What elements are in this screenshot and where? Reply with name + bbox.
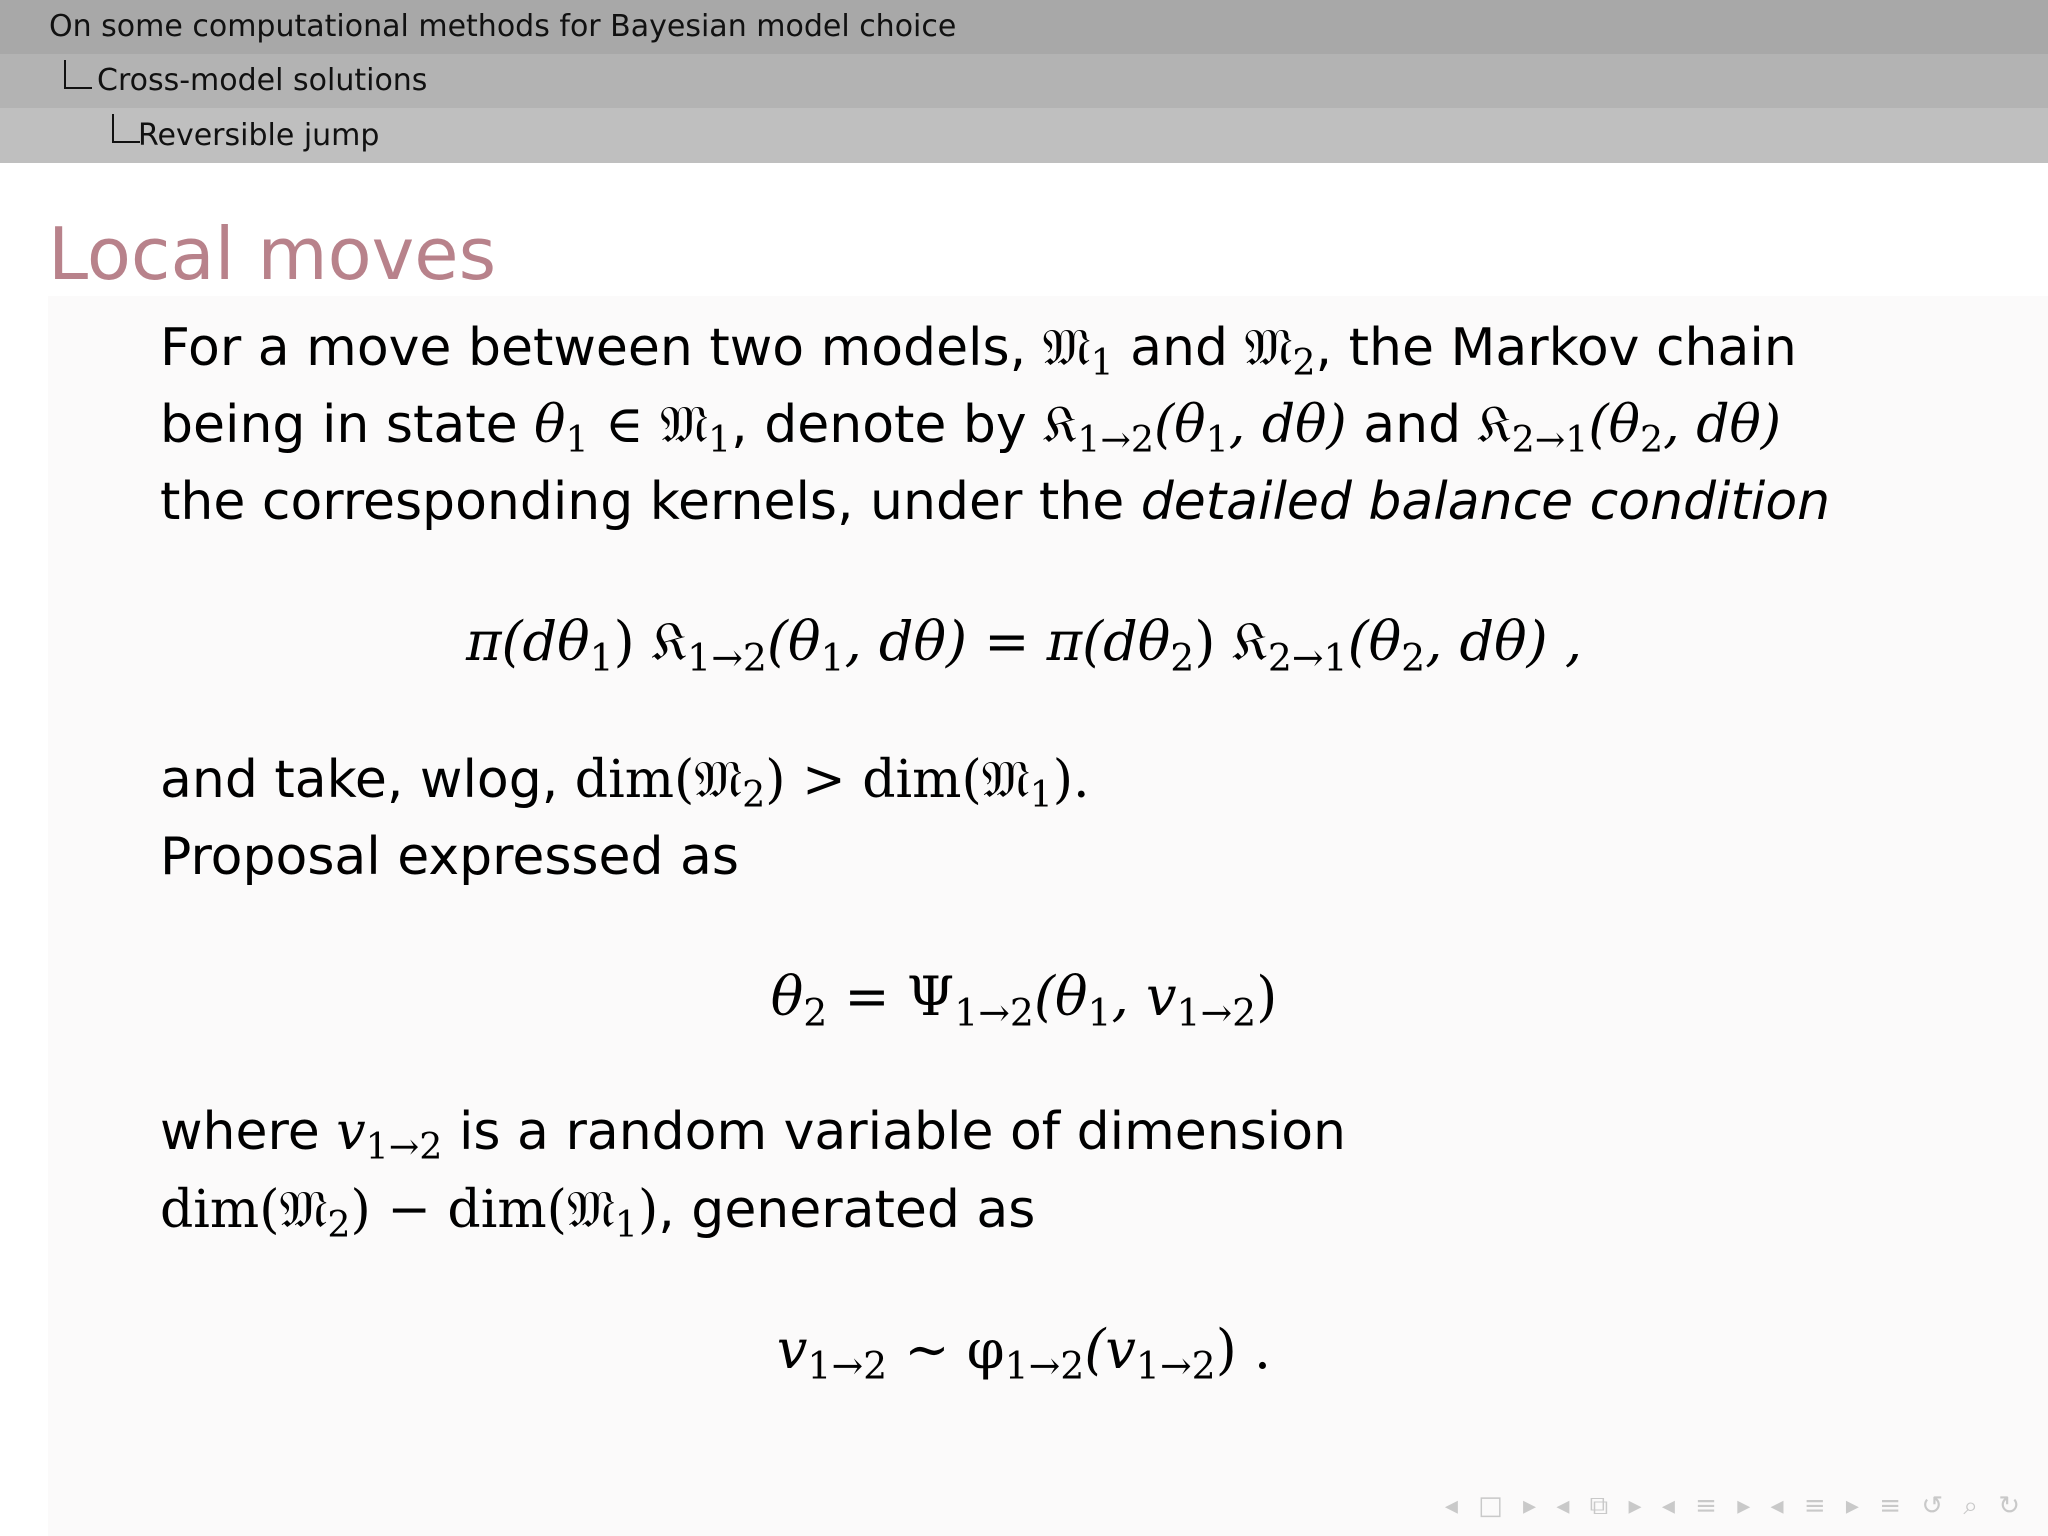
tree-branch-icon — [64, 60, 92, 89]
nav-prev-subsection-icon[interactable]: ◂ — [1556, 1491, 1572, 1521]
kernel-1-2: $𝔎_{1\to 2}(\theta_1$, dθ) — [1043, 395, 1347, 462]
beamer-navigation — [1441, 1491, 2026, 1522]
nav-back-icon[interactable]: ↺ — [1921, 1491, 1946, 1521]
presentation-title[interactable]: On some computational methods for Bayesian model choice — [49, 9, 957, 44]
nav-document-icon[interactable]: ≡ — [1803, 1491, 1828, 1521]
nav-prev-document-icon[interactable]: ◂ — [1770, 1491, 1786, 1521]
nav-prev-section-icon[interactable]: ◂ — [1661, 1491, 1677, 1521]
nav-forward-icon[interactable]: ↻ — [1998, 1491, 2022, 1521]
model-symbol: 𝔐$_2$ — [1244, 318, 1316, 385]
text-run: being in state — [160, 395, 535, 455]
model-symbol: 𝔐$_1$ — [660, 395, 732, 462]
text-run: and — [1113, 318, 1245, 378]
nav-search-icon[interactable]: ⌕ — [1963, 1491, 1980, 1521]
text-run: For a move between two models, — [160, 318, 1043, 378]
header-presentation-bar[interactable] — [0, 0, 2048, 54]
equation-generation: $v_{1\to 2}$ ∼ $\varphi_{1\to 2}(v_{1\to 2})$ . — [776, 1318, 1272, 1388]
nav-section-icon[interactable]: ≡ — [1695, 1491, 1719, 1521]
tree-branch-icon — [112, 114, 140, 143]
kernel-2-1: $𝔎_{2\to 1}(\theta_2$, dθ) — [1477, 395, 1782, 462]
paragraph-line-2 — [160, 395, 1782, 462]
math-theta: $\theta_1$ — [534, 395, 589, 462]
math-in: ∈ — [588, 395, 661, 455]
nav-appendix-icon[interactable]: ≡ — [1879, 1491, 1904, 1521]
section-title[interactable]: Cross-model solutions — [97, 63, 428, 98]
dimension-inequality: dim(𝔐$_2$) > dim(𝔐$_1$). — [574, 750, 1090, 817]
header-section-bar[interactable] — [0, 54, 2048, 108]
paragraph-line-7 — [160, 1180, 1036, 1247]
nav-next-document-icon[interactable]: ▸ — [1845, 1491, 1861, 1521]
nav-prev-frame-icon[interactable]: ◂ — [1444, 1491, 1460, 1521]
model-symbol: 𝔐$_1$ — [1042, 318, 1114, 385]
dimension-difference: dim(𝔐$_2$) − dim(𝔐$_1$) — [160, 1180, 659, 1247]
nav-next-section-icon[interactable]: ▸ — [1737, 1491, 1753, 1521]
header-subsection-bar[interactable] — [0, 108, 2048, 163]
text-run: and — [1346, 395, 1478, 455]
equation-detailed-balance: $\pi(d\theta_1)$ $𝔎_{1\to 2}(\theta_1$, $d\theta) = \pi(d\theta_2)$ $𝔎_{2\to 1}(\theta_2$, dθ) , — [465, 610, 1583, 680]
text-run: where — [160, 1102, 337, 1162]
text-run: the corresponding kernels, under the — [160, 472, 1141, 532]
text-run: , the Markov chain — [1315, 318, 1797, 378]
equation-proposal: $\theta_2 = \Psi_{1\to 2}(\theta_1$, $v_{1\to 2}$) — [770, 965, 1278, 1035]
nav-next-subsection-icon[interactable]: ▸ — [1628, 1491, 1644, 1521]
nav-frame-icon[interactable]: □ — [1478, 1491, 1505, 1521]
emphasis-text: detailed balance condition — [1140, 472, 1831, 532]
paragraph-line-3 — [160, 472, 1830, 532]
math-v: $v_{1\to 2}$ — [336, 1102, 443, 1169]
nav-subsection-icon[interactable]: ⧉ — [1589, 1491, 1611, 1521]
text-run: is a random variable of dimension — [442, 1102, 1346, 1162]
text-run: , denote by — [731, 395, 1044, 455]
paragraph-line-5: Proposal expressed as — [160, 827, 740, 887]
text-run: and take, wlog, — [160, 750, 575, 810]
text-run: , generated as — [658, 1180, 1036, 1240]
paragraph-line-1 — [160, 318, 1797, 385]
subsection-title[interactable]: Reversible jump — [138, 118, 380, 153]
slide-title: Local moves — [48, 212, 497, 296]
paragraph-line-4 — [160, 750, 1090, 817]
nav-next-frame-icon[interactable]: ▸ — [1522, 1491, 1539, 1521]
paragraph-line-6 — [160, 1102, 1346, 1169]
